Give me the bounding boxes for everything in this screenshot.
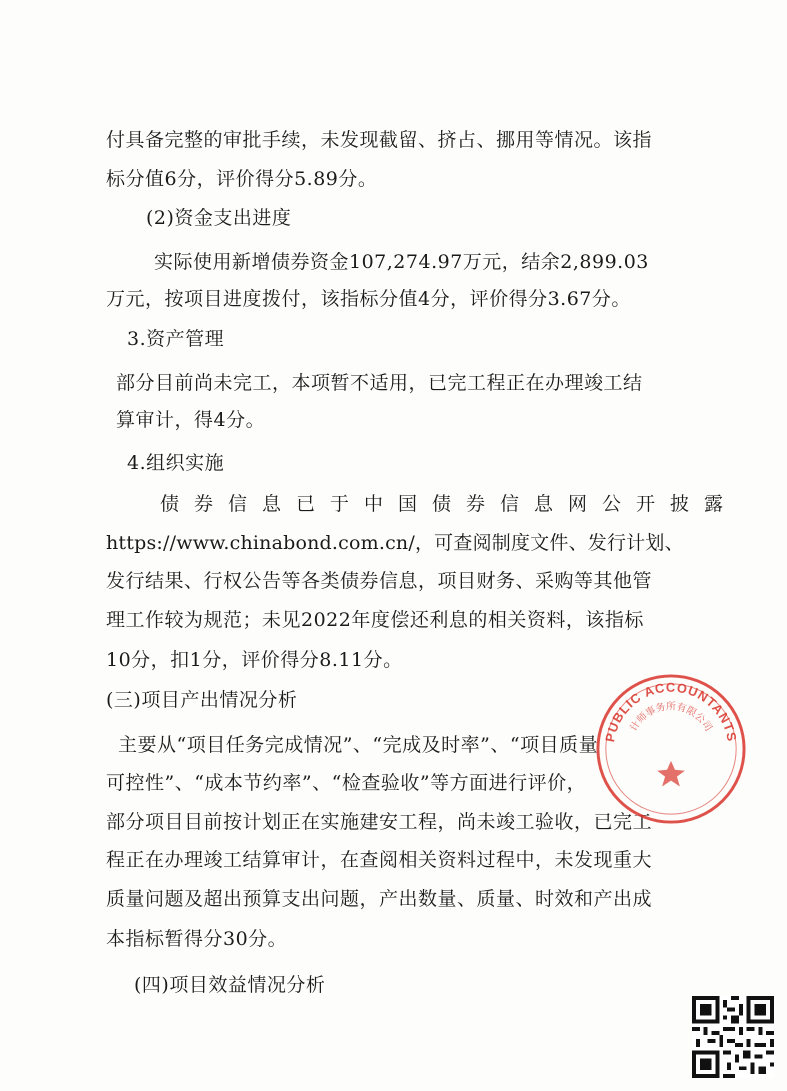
paragraph-line: 发行结果、行权公告等各类债券信息，项目财务、采购等其他管 (106, 570, 653, 592)
paragraph-line: 债券信息已于中国债券信息网公开披露 (160, 493, 739, 515)
paragraph-line: 理工作较为规范；未见2022年度偿还利息的相关资料，该指标 (106, 609, 644, 631)
paragraph-line: 主要从“项目任务完成情况”、“完成及时率”、“项目质量 (118, 734, 599, 756)
paragraph-line: 实际使用新增债券资金107,274.97万元，结余2,899.03 (154, 251, 649, 273)
svg-text:计师事务所有限公司: 计师事务所有限公司 (628, 701, 714, 734)
section-subheading: (2)资金支出进度 (146, 207, 292, 229)
paragraph-line: 部分项目目前按计划正在实施建安工程，尚未竣工验收，已完工 (106, 811, 653, 833)
paragraph-line: https://www.chinabond.com.cn/，可查阅制度文件、发行计划、 (106, 532, 684, 554)
paragraph-line: 万元，按项目进度拨付，该指标分值4分，评价得分3.67分。 (106, 288, 631, 310)
paragraph-line: 标分值6分，评价得分5.89分。 (106, 168, 378, 190)
section-subheading: 3.资产管理 (127, 328, 225, 350)
paragraph-line: 部分目前尚未完工，本项暂不适用，已完工程正在办理竣工结 (116, 372, 643, 394)
paragraph-line: 10分，扣1分，评价得分8.11分。 (106, 649, 403, 671)
paragraph-line: 质量问题及超出预算支出问题，产出数量、质量、时效和产出成 (106, 888, 653, 910)
paragraph-line: 可控性”、“成本节约率”、“检查验收”等方面进行评价， (106, 772, 587, 794)
section-heading: (四)项目效益情况分析 (134, 974, 326, 996)
section-subheading: 4.组织实施 (127, 452, 225, 474)
qr-code (692, 996, 774, 1078)
paragraph-line: 付具备完整的审批手续，未发现截留、挤占、挪用等情况。该指 (106, 129, 653, 151)
paragraph-line: 算审计，得4分。 (116, 409, 266, 431)
paragraph-line: 本指标暂得分30分。 (106, 928, 288, 950)
company-seal-stamp (592, 670, 750, 828)
section-heading: (三)项目产出情况分析 (106, 689, 298, 711)
svg-text:PUBLIC ACCOUNTANTS: PUBLIC ACCOUNTANTS (602, 679, 740, 744)
paragraph-line: 程正在办理竣工结算审计，在查阅相关资料过程中，未发现重大 (106, 849, 653, 871)
